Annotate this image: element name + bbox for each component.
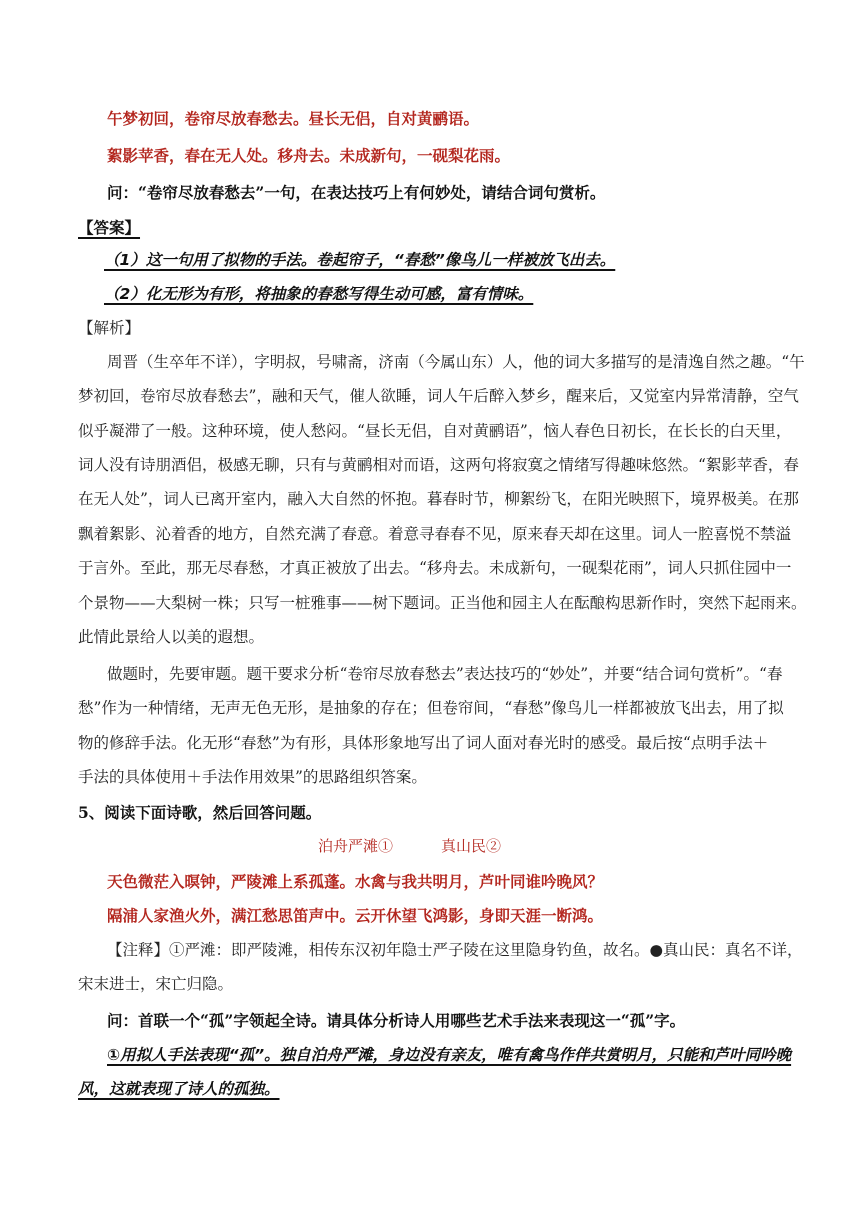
poem1-line2: 絮影苹香，春在无人处。移舟去。未成新句，一砚梨花雨。 — [107, 146, 511, 165]
poem2-author: 真山民② — [441, 837, 502, 855]
answer-header: 【答案】 — [78, 218, 141, 237]
analysis-line: 愁”作为一种情绪，无声无色无形，是抽象的存在；但卷帘间，“春愁”像鸟儿一样都被放飞出去，用了拟 — [78, 699, 784, 717]
analysis-line: 做题时，先要审题。题干要求分析“卷帘尽放春愁去”表达技巧的“妙处”，并要“结合词句赏析”。“春 — [107, 665, 783, 683]
analysis-line: 于言外。至此，那无尽春愁，才真正被放了出去。“移舟去。未成新句，一砚梨花雨”，词人只抓住园中一 — [78, 559, 792, 577]
note-line2: 宋末进士，宋亡归隐。 — [78, 975, 234, 993]
analysis-line: 在无人处”，词人已离开室内，融入大自然的怀抱。暮春时节，柳絮纷飞，在阳光映照下，境界极美。在那 — [78, 490, 799, 508]
answer1-item2: （2）化无形为有形，将抽象的春愁写得生动可感，富有情味。 — [104, 285, 534, 303]
poem2-title: 泊舟严滩① — [318, 837, 394, 855]
answer2-line2: 风，这就表现了诗人的孤独。 — [78, 1080, 280, 1098]
question5-label: 5、阅读下面诗歌，然后回答问题。 — [78, 803, 322, 822]
analysis-header: 【解析】 — [78, 319, 141, 337]
analysis-line: 手法的具体使用＋手法作用效果”的思路组织答案。 — [78, 768, 427, 786]
analysis-line: 梦初回，卷帘尽放春愁去”，融和天气，催人欲睡，词人午后醉入梦乡，醒来后，又觉室内异常清静，空气 — [78, 387, 799, 405]
analysis-line: 词人没有诗朋酒侣，极感无聊，只有与黄鹂相对而语，这两句将寂寞之情绪写得趣味悠然。“絮影苹香，春 — [78, 456, 799, 474]
answer1-item1: （1）这一句用了拟物的手法。卷起帘子，“春愁”像鸟儿一样被放飞出去。 — [104, 251, 616, 269]
analysis-line: 飘着絮影、沁着香的地方，自然充满了春意。着意寻春春不见，原来春天却在这里。词人一腔喜悦不禁溢 — [78, 525, 792, 543]
poem1-line1: 午梦初回，卷帘尽放春愁去。昼长无侣，自对黄鹂语。 — [107, 109, 480, 128]
analysis-line: 此情此景给人以美的遐想。 — [78, 628, 265, 646]
poem2-line1: 天色微茫入暝钟，严陵滩上系孤蓬。水禽与我共明月，芦叶同谁吟晚风？ — [107, 872, 604, 891]
question2: 问：首联一个“孤”字领起全诗。请具体分析诗人用哪些艺术手法来表现这一“孤”字。 — [107, 1011, 686, 1030]
analysis-line: 物的修辞手法。化无形“春愁”为有形，具体形象地写出了词人面对春光时的感受。最后按“点明手法＋ — [78, 734, 769, 752]
analysis-line: 似乎凝滞了一般。这种环境，使人愁闷。“昼长无侣，自对黄鹂语”，恼人春色日初长，在长长的白天里， — [78, 422, 792, 440]
answer2-line1: ①用拟人手法表现“孤”。独自泊舟严滩，身边没有亲友，唯有禽鸟作伴共赏明月，只能和芦叶同吟晚 — [107, 1046, 792, 1064]
analysis-line: 周晋（生卒年不详），字明叔，号啸斋，济南（今属山东）人，他的词大多描写的是清逸自然之趣。“午 — [107, 353, 805, 371]
question1: 问：“卷帘尽放春愁去”一句，在表达技巧上有何妙处，请结合词句赏析。 — [107, 183, 606, 202]
poem2-line2: 隔浦人家渔火外，满江愁思笛声中。云开休望飞鸿影，身即天涯一断鸿。 — [107, 906, 604, 925]
analysis-line: 个景物——大梨树一株；只写一桩雅事——树下题词。正当他和园主人在酝酿构思新作时，突然下起雨来。 — [78, 594, 807, 612]
note-line1: 【注释】①严滩：即严陵滩，相传东汉初年隐士严子陵在这里隐身钓鱼，故名。●真山民：真名不详， — [107, 941, 803, 959]
